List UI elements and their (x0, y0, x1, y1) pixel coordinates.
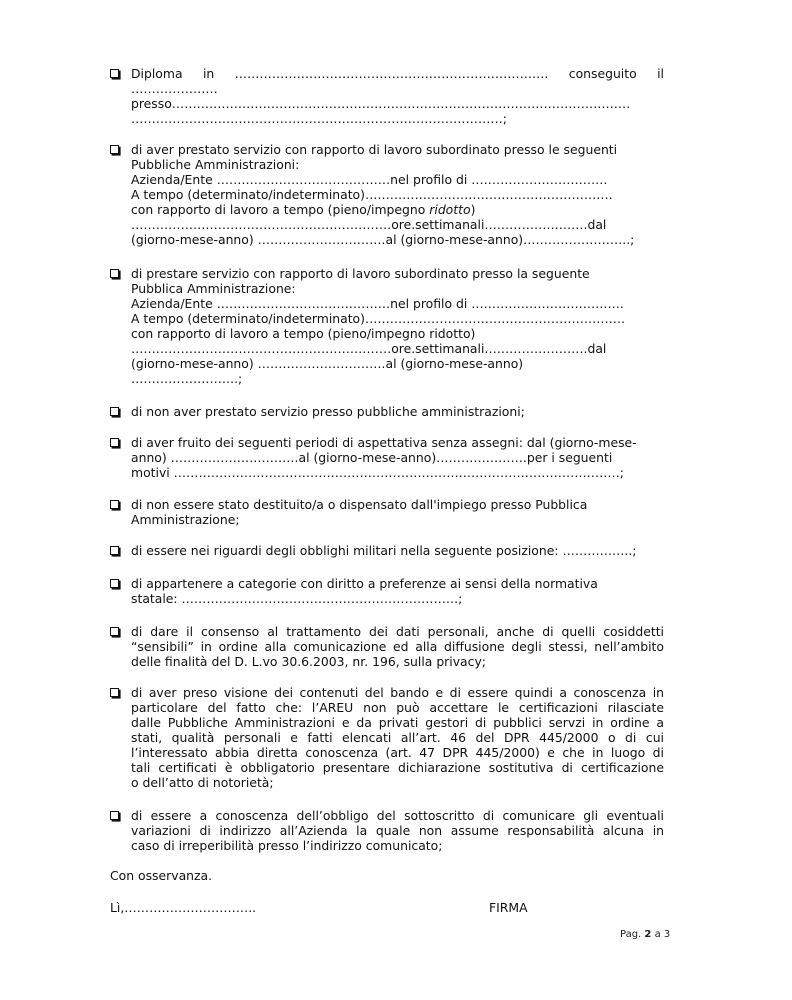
text-line: di aver prestato servizio con rapporto di lavoro subordinato presso le seguenti (131, 142, 618, 157)
place-date-field: Lì,………………………….. (110, 900, 257, 915)
text-line: motivi ………………………………………………………………………………………………; (131, 465, 624, 480)
text-line: Azienda/Ente ……………………………………nel profilo di …………………………… (131, 172, 608, 187)
checkbox-bullet-icon[interactable] (110, 811, 119, 820)
closing-text: Con osservanza. (110, 868, 213, 883)
checkbox-bullet-icon[interactable] (110, 579, 119, 588)
text-line: “sensibili” in ordine alla comunicazione ed alla diffusione degli stessi, nell’ambito (131, 639, 664, 654)
text-line: di essere nei riguardi degli obblighi militari nella seguente posizione: ……………..; (131, 543, 637, 558)
text-line: Azienda/Ente ……………………………………nel profilo di ………………………………. (131, 296, 624, 311)
text-line: di prestare servizio con rapporto di lavoro subordinato presso la seguente (131, 266, 590, 281)
checkbox-bullet-icon[interactable] (110, 546, 119, 555)
text-line: di non essere stato destituito/a o dispensato dall'impiego presso Pubblica (131, 497, 588, 512)
text-line: statale: ………………………………………………………….; (131, 591, 463, 606)
italic-word: ridotto (429, 202, 471, 217)
text-line: (giorno-mese-anno) ………………………….al (giorno-mese-anno)……………………..; (131, 232, 635, 247)
text-line: di aver preso visione dei contenuti del bando e di essere quindi a conoscenza in (131, 685, 664, 700)
text-segment: con rapporto di lavoro a tempo (pieno/impegno (131, 202, 430, 217)
text-line: di dare il consenso al trattamento dei dati personali, anche di quelli cosiddetti (131, 624, 664, 639)
checkbox-bullet-icon[interactable] (110, 500, 119, 509)
text-line: ………………… (131, 81, 218, 96)
text-line: di appartenere a categorie con diritto a preferenze ai sensi della normativa (131, 576, 598, 591)
checkbox-bullet-icon[interactable] (110, 438, 119, 447)
text-line: ………………………………………………………………………………; (131, 111, 507, 126)
text-line: particolare del fatto che: l’AREU non può accettare le certificazioni rilasciate (131, 700, 664, 715)
text-line: con rapporto di lavoro a tempo (pieno/impegno ridotto) (131, 326, 476, 341)
page-number (620, 929, 670, 940)
text-line: ………………………………………………………ore.settimanali…………………….dal (131, 217, 607, 232)
page-prefix: Pag. (620, 929, 645, 940)
text-line: di essere a conoscenza dell’obbligo del sottoscritto di comunicare gli eventuali (131, 808, 664, 823)
text-line: di aver fruito dei seguenti periodi di aspettativa senza assegni: dal (giorno-mese- (131, 435, 637, 450)
text-line: Pubblica Amministrazione: (131, 281, 296, 296)
checkbox-bullet-icon[interactable] (110, 627, 119, 636)
text-line: Diploma in …………………………………………………………………. conseguito il (131, 66, 664, 81)
text-line: variazioni di indirizzo all’Azienda la quale non assume responsabilità alcuna in (131, 823, 664, 838)
text-line: l’interessato abbia diretta conoscenza (art. 47 DPR 445/2000) e che in luogo di (131, 745, 664, 760)
text-line: Pubbliche Amministrazioni: (131, 157, 300, 172)
checkbox-bullet-icon[interactable] (110, 407, 119, 416)
page-middle: a (651, 929, 664, 940)
text-line: di non aver prestato servizio presso pubbliche amministrazioni; (131, 404, 525, 419)
current-page: 2 (644, 929, 652, 940)
text-line: caso di irreperibilità presso l’indirizzo comunicato; (131, 838, 443, 853)
text-line: presso………………………………………………………………………………………………… (131, 96, 631, 111)
total-pages: 3 (663, 929, 671, 940)
signature-label: FIRMA (489, 900, 528, 915)
checkbox-bullet-icon[interactable] (110, 69, 119, 78)
text-line: (giorno-mese-anno) ………………………….al (giorno-mese-anno) (131, 356, 524, 371)
text-line: tali certificati è obbligatorio presentare dichiarazione sostitutiva di certificazione (131, 760, 664, 775)
text-line: A tempo (determinato/indeterminato)…………………………………………………… (131, 187, 613, 202)
checkbox-bullet-icon[interactable] (110, 688, 119, 697)
text-line: A tempo (determinato/indeterminato)……………………………………………………… (131, 311, 626, 326)
text-line (131, 202, 664, 217)
text-line: dalle Pubbliche Amministrazioni e da privati gestori di pubblici servzi in ordine a (131, 715, 664, 730)
checkbox-bullet-icon[interactable] (110, 269, 119, 278)
text-line: o dell’atto di notorietà; (131, 775, 274, 790)
text-line: ………………………………………………………ore.settimanali…………………….dal (131, 341, 607, 356)
text-line: Amministrazione; (131, 512, 240, 527)
text-line: delle finalità del D. L.vo 30.6.2003, nr. 196, sulla privacy; (131, 654, 486, 669)
text-segment: ) (470, 202, 476, 217)
text-line: ……………………..; (131, 371, 243, 386)
checkbox-bullet-icon[interactable] (110, 145, 119, 154)
text-line: stati, qualità personali e fatti elencati all’art. 46 del DPR 445/2000 o di cui (131, 730, 664, 745)
text-line: anno) ………………………….al (giorno-mese-anno)………………….per i seguenti (131, 450, 613, 465)
